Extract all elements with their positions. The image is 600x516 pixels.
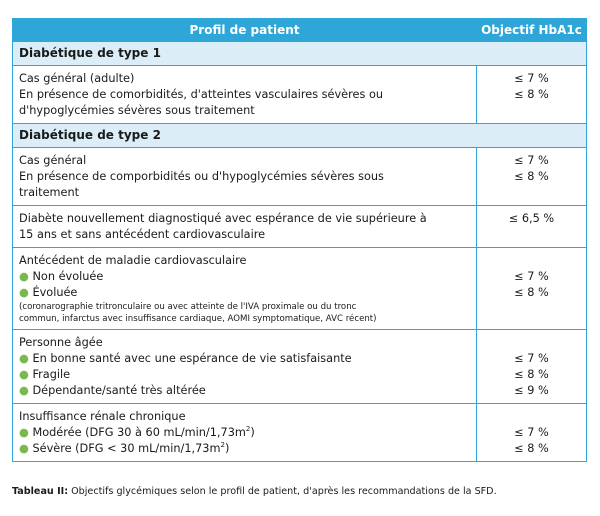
target-value: ≤ 8 % (514, 88, 549, 101)
table-caption (12, 486, 497, 497)
hba1c-table-container (12, 18, 586, 462)
profile-line: Cas général (adulte) (19, 72, 135, 85)
caption-label: Tableau II: (12, 486, 69, 497)
target-value: ≤ 8 % (514, 368, 549, 381)
table-row (13, 404, 587, 462)
section-row-type2 (13, 124, 587, 148)
bullet-item: ● Fragile (19, 368, 71, 381)
profile-subtitle: Antécédent de maladie cardiovasculaire (19, 254, 247, 267)
target-value: ≤ 7 % (514, 154, 549, 167)
profile-line: En présence de comporbidités ou d'hypoglycémies sévères sous (19, 170, 384, 183)
section-title-type2: Diabétique de type 2 (13, 124, 587, 148)
target-cell (477, 66, 587, 124)
profile-subtitle: Personne âgée (19, 336, 103, 349)
bullet-dot-icon: ● (19, 384, 29, 397)
bullet-dot-icon: ● (19, 442, 29, 455)
profile-line: Diabète nouvellement diagnostiqué avec espérance de vie supérieure à (19, 212, 427, 225)
target-value: ≤ 7 % (514, 352, 549, 365)
table-row (13, 148, 587, 206)
superscript: 2 (245, 425, 251, 434)
table-row (13, 330, 587, 404)
profile-line: traitement (19, 186, 80, 199)
profile-line: Cas général (19, 154, 87, 167)
table-row (13, 206, 587, 248)
target-cell (477, 404, 587, 462)
header-profil: Profil de patient (13, 19, 477, 42)
caption-text: Objectifs glycémiques selon le profil de patient, d'après les recommandations de la SFD. (68, 486, 497, 497)
section-title-type1: Diabétique de type 1 (13, 42, 587, 66)
profile-cell (13, 148, 477, 206)
target-value: ≤ 7 % (514, 426, 549, 439)
profile-line: d'hypoglycémies sévères sous traitement (19, 104, 255, 117)
bullet-dot-icon: ● (19, 270, 29, 283)
header-objectif: Objectif HbA1c (477, 19, 587, 42)
table-row (13, 248, 587, 330)
bullet-item: ● Dépendante/santé très altérée (19, 384, 206, 397)
footnote-line: commun, infarctus avec insuffisance cardiaque, AOMI symptomatique, AVC récent) (19, 314, 377, 324)
target-cell (477, 248, 587, 330)
bullet-dot-icon: ● (19, 352, 29, 365)
target-value: ≤ 9 % (514, 384, 549, 397)
bullet-item: ● Modérée (DFG 30 à 60 $mL/\min/1,73m^2$) (19, 425, 255, 439)
target-value: ≤ 7 % (514, 270, 549, 283)
profile-cell (13, 330, 477, 404)
target-value: ≤ 6,5 % (508, 212, 555, 225)
target-value: ≤ 8 % (514, 170, 549, 183)
section-row-type1 (13, 42, 587, 66)
target-value: ≤ 8 % (514, 442, 549, 455)
bullet-dot-icon: ● (19, 368, 29, 381)
profile-cell (13, 404, 477, 462)
bullet-dot-icon: ● (19, 286, 29, 299)
target-cell (477, 206, 587, 248)
profile-line: En présence de comorbidités, d'atteintes vasculaires sévères ou (19, 88, 384, 101)
bullet-item: ● Non évoluée (19, 270, 104, 283)
target-value: ≤ 8 % (514, 286, 549, 299)
bullet-item: ● Évoluée (19, 286, 78, 299)
target-cell (477, 330, 587, 404)
hba1c-table (12, 18, 587, 462)
profile-cell (13, 66, 477, 124)
profile-line: 15 ans et sans antécédent cardiovasculaire (19, 228, 266, 241)
superscript: 2 (220, 441, 225, 450)
profile-cell (13, 248, 477, 330)
bullet-item: ● Sévère (DFG < 30 $mL/\min/1,73m^2$) (19, 441, 230, 455)
table-row (13, 66, 587, 124)
bullet-dot-icon: ● (19, 426, 29, 439)
table-header-row (13, 19, 587, 42)
bullet-item: ● En bonne santé avec une espérance de vie satisfaisante (19, 352, 352, 365)
footnote-line: (coronarographie tritronculaire ou avec atteinte de l'IVA proximale ou du tronc (19, 302, 357, 312)
target-cell (477, 148, 587, 206)
target-value: ≤ 7 % (514, 72, 549, 85)
profile-cell (13, 206, 477, 248)
profile-subtitle: Insuffisance rénale chronique (19, 410, 186, 423)
